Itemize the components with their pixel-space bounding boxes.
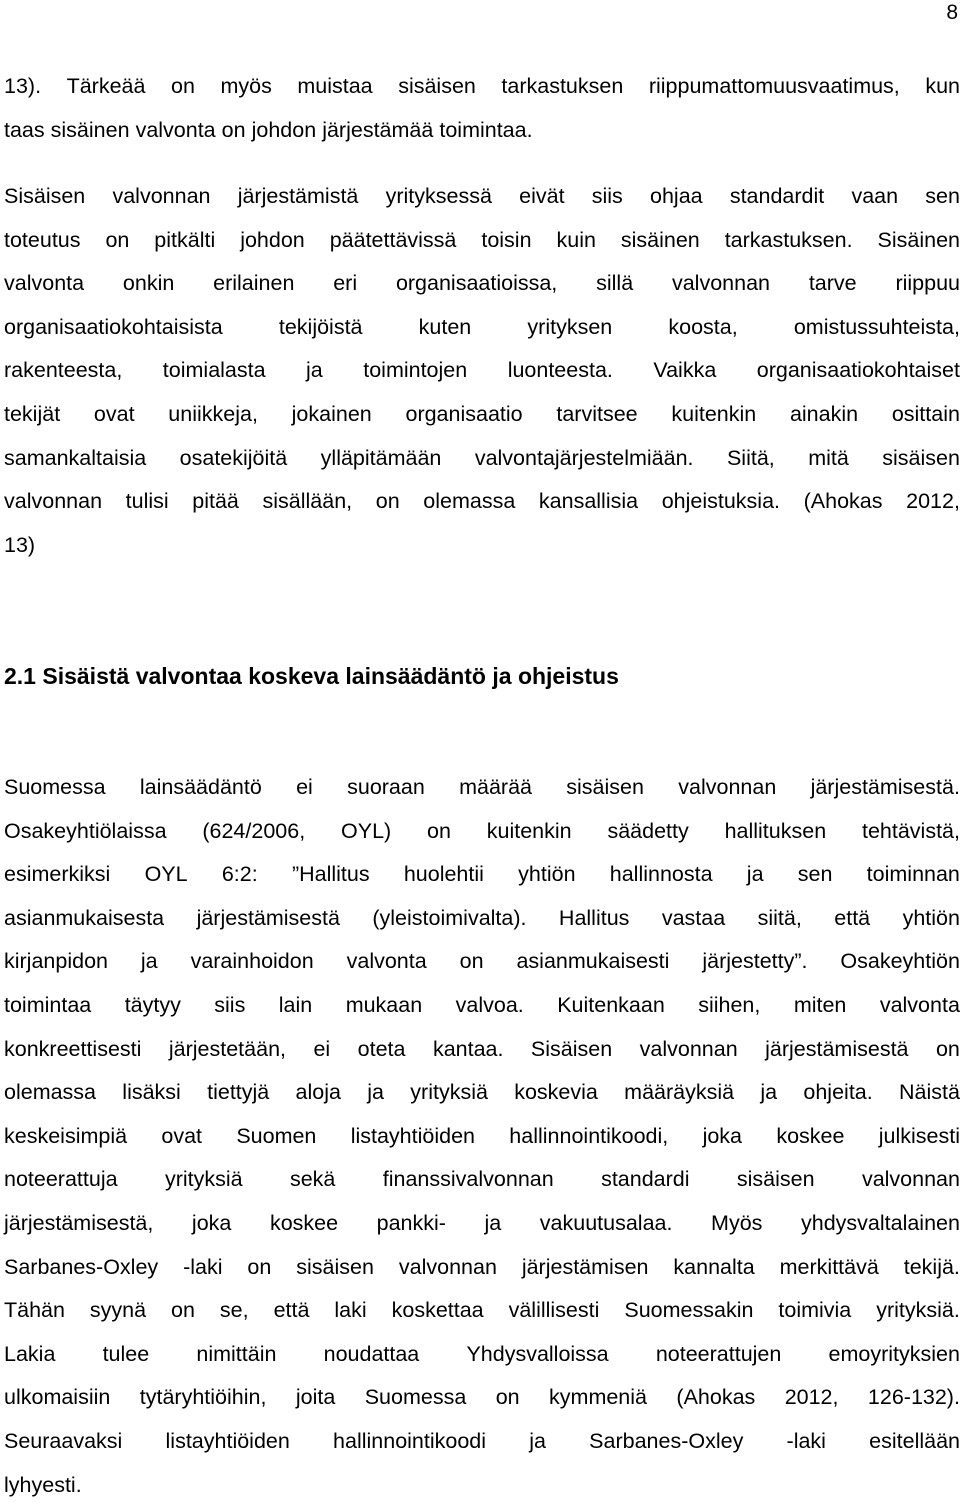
word: merkittävä [780, 1246, 879, 1290]
word: toimivia [778, 1289, 851, 1333]
word: valvonnan [862, 1158, 960, 1202]
word: Suomessa [4, 766, 106, 810]
word: olemassa [423, 480, 515, 524]
word: valvonta [347, 940, 427, 984]
word: Suomen [236, 1115, 316, 1159]
text-line [4, 1289, 960, 1333]
text-line [4, 1333, 960, 1377]
word: valvonnan [678, 766, 776, 810]
word: laki [334, 1289, 366, 1333]
word: ohjeita. [803, 1071, 872, 1115]
word: siihen, [698, 984, 760, 1028]
word: yrityksen [527, 306, 612, 350]
word: erilainen [213, 262, 294, 306]
word: tekijöistä [279, 306, 363, 350]
word: kantaa. [433, 1028, 504, 1072]
text-line [4, 1420, 960, 1464]
word: esimerkiksi [4, 853, 110, 897]
word: hallinnosta [610, 853, 713, 897]
word: ohjaa [650, 175, 703, 219]
text-line [4, 940, 960, 984]
word: riippuu [895, 262, 960, 306]
word: järjestämisestä [765, 1028, 908, 1072]
page-number: 8 [946, 0, 958, 26]
word: toimintaa [4, 984, 91, 1028]
word: sisäisen [398, 65, 476, 109]
word: (yleistoimivalta). [372, 897, 526, 941]
word: Tärkeää [67, 65, 146, 109]
word: asianmukaisesti [516, 940, 669, 984]
word: siitä, [758, 897, 802, 941]
text-line [4, 1071, 960, 1115]
word: 13) [4, 524, 35, 568]
word: pitää [192, 480, 239, 524]
word: olemassa [4, 1071, 96, 1115]
text-line [4, 65, 960, 109]
word: (Ahokas [676, 1376, 755, 1420]
word: ei [296, 766, 313, 810]
word: organisaatioissa, [396, 262, 557, 306]
word: yrityksiä. [876, 1289, 960, 1333]
word: Kuitenkaan [557, 984, 665, 1028]
word: kun [925, 65, 960, 109]
word: finanssivalvonnan [383, 1158, 554, 1202]
word: pankki- [377, 1202, 446, 1246]
word: valvontajärjestelmiään. [475, 437, 694, 481]
word: oteta [358, 1028, 406, 1072]
word: asianmukaisesta [4, 897, 164, 941]
word: määräyksiä [624, 1071, 734, 1115]
word: omistussuhteista, [794, 306, 960, 350]
word: miten [794, 984, 847, 1028]
word: listayhtiöiden [166, 1420, 290, 1464]
word: noteerattuja [4, 1158, 118, 1202]
word: riippumattomuusvaatimus, [649, 65, 900, 109]
word: Hallitus [559, 897, 630, 941]
word: lisäksi [122, 1071, 181, 1115]
word: julkisesti [879, 1115, 960, 1159]
word: osittain [892, 393, 960, 437]
word: 6:2: [222, 853, 258, 897]
word: että [274, 1289, 310, 1333]
word: tehtävistä, [862, 810, 960, 854]
word: lyhyesti. [4, 1464, 82, 1507]
word: ja [306, 349, 323, 393]
word: luonteesta. [508, 349, 613, 393]
word: standardit [730, 175, 824, 219]
word: kuitenkin [487, 810, 572, 854]
word: tulisi [126, 480, 169, 524]
word: lainsäädäntö [140, 766, 262, 810]
word: ja [747, 853, 764, 897]
word: ovat [161, 1115, 202, 1159]
text-line [4, 1115, 960, 1159]
word: on [376, 480, 400, 524]
word: ja [485, 1202, 502, 1246]
word: kuitenkin [671, 393, 756, 437]
text-line [4, 306, 960, 350]
word: järjestetty”. [702, 940, 807, 984]
section-heading: 2.1 Sisäistä valvontaa koskeva lainsäädäntö ja ohjeistus [4, 656, 619, 696]
word: sekä [290, 1158, 335, 1202]
word: Myös [711, 1202, 762, 1246]
word: kuten [419, 306, 472, 350]
word: lain [279, 984, 312, 1028]
word: on [222, 109, 246, 153]
text-line [4, 1464, 960, 1507]
text-line [4, 219, 960, 263]
word: 2012, [785, 1376, 839, 1420]
word: osatekijöitä [180, 437, 288, 481]
word: vaan [851, 175, 898, 219]
word: valvonnan [672, 262, 770, 306]
text-line [4, 1246, 960, 1290]
word: yhtiön [903, 897, 960, 941]
word: joka [703, 1115, 742, 1159]
text-line [4, 262, 960, 306]
word: emoyrityksien [829, 1333, 960, 1377]
word: keskeisimpiä [4, 1115, 127, 1159]
paragraph-legislation [4, 766, 960, 1507]
word: sisäinen [621, 219, 700, 263]
word: on [105, 219, 129, 263]
word: ja [367, 1071, 384, 1115]
word: uniikkeja, [168, 393, 258, 437]
word: tarkastuksen [501, 65, 623, 109]
word: yrityksessä [386, 175, 492, 219]
text-line [4, 109, 960, 153]
word: toiminnan [867, 853, 960, 897]
word: Sarbanes-Oxley [589, 1420, 743, 1464]
word: yhdysvaltalainen [801, 1202, 960, 1246]
word: on [496, 1376, 520, 1420]
word: sisäisen [296, 1246, 374, 1290]
word: aloja [296, 1071, 341, 1115]
word: täytyy [125, 984, 181, 1028]
word: listayhtiöiden [351, 1115, 475, 1159]
word: onkin [123, 262, 174, 306]
word: mitä [808, 437, 849, 481]
word: johdon [252, 109, 317, 153]
text-line [4, 984, 960, 1028]
word: Näistä [899, 1071, 960, 1115]
word: sisäisen [566, 766, 644, 810]
word: valvonnan [640, 1028, 738, 1072]
word: järjestämistä [238, 175, 359, 219]
word: organisaatiokohtaisista [4, 306, 223, 350]
word: Sisäisen [531, 1028, 612, 1072]
word: samankaltaisia [4, 437, 146, 481]
word: järjestämisestä [197, 897, 340, 941]
text-line [4, 524, 960, 568]
word: noudattaa [324, 1333, 420, 1377]
word: yrityksiä [410, 1071, 488, 1115]
word: suoraan [347, 766, 425, 810]
word: taas [4, 109, 45, 153]
paragraph-continuation [4, 65, 960, 152]
word: järjestetään, [169, 1028, 286, 1072]
text-line [4, 1376, 960, 1420]
word: toimintojen [363, 349, 467, 393]
text-line [4, 897, 960, 941]
word: 13). [4, 65, 41, 109]
text-line [4, 766, 960, 810]
word: nimittäin [196, 1333, 276, 1377]
word: OYL [145, 853, 188, 897]
word: valvonnan [112, 175, 210, 219]
word: Tähän [4, 1289, 65, 1333]
text-line [4, 1158, 960, 1202]
word: sen [798, 853, 833, 897]
word: esitellään [869, 1420, 960, 1464]
word: toisin [481, 219, 531, 263]
word: toimialasta [163, 349, 266, 393]
word: sen [925, 175, 960, 219]
word: ainakin [790, 393, 858, 437]
word: hallinnointikoodi [333, 1420, 486, 1464]
word: ulkomaisiin [4, 1376, 110, 1420]
text-line [4, 1202, 960, 1246]
word: toteutus [4, 219, 81, 263]
word: ylläpitämään [321, 437, 442, 481]
word: sisällään, [263, 480, 353, 524]
word: on [936, 1028, 960, 1072]
word: kansallisia [539, 480, 638, 524]
word: päätettävissä [330, 219, 457, 263]
word: tarve [809, 262, 857, 306]
word: 2012, [906, 480, 960, 524]
word: on [247, 1246, 271, 1290]
word: siis [592, 175, 623, 219]
word: kannalta [673, 1246, 754, 1290]
text-line [4, 810, 960, 854]
word: on [171, 1289, 195, 1333]
word: Yhdysvalloissa [466, 1333, 608, 1377]
word: koskettaa [392, 1289, 484, 1333]
word: koskee [270, 1202, 338, 1246]
word: eri [333, 262, 357, 306]
word: jokainen [292, 393, 372, 437]
word: johdon [240, 219, 305, 263]
word: on [171, 65, 195, 109]
word: välillisesti [509, 1289, 600, 1333]
word: joka [192, 1202, 231, 1246]
word: noteerattujen [656, 1333, 782, 1377]
word: (Ahokas [804, 480, 883, 524]
word: sillä [596, 262, 633, 306]
word: valvonta [880, 984, 960, 1028]
word: Siitä, [727, 437, 775, 481]
text-line [4, 1028, 960, 1072]
word: järjestämisen [522, 1246, 649, 1290]
word: tulee [103, 1333, 150, 1377]
word: yrityksiä [165, 1158, 243, 1202]
word: tekijä. [904, 1246, 960, 1290]
word: Sisäinen [878, 219, 960, 263]
word: säädetty [607, 810, 688, 854]
word: toimintaa. [439, 109, 532, 153]
text-line [4, 175, 960, 219]
word: ei [313, 1028, 330, 1072]
word: ohjeistuksia. [662, 480, 780, 524]
word: sisäinen [51, 109, 130, 153]
word: (624/2006, [202, 810, 305, 854]
word: mukaan [346, 984, 423, 1028]
word: tiettyjä [207, 1071, 269, 1115]
word: muistaa [297, 65, 372, 109]
word: kymmeniä [549, 1376, 647, 1420]
word: joita [296, 1376, 335, 1420]
word: on [460, 940, 484, 984]
word: koskee [776, 1115, 844, 1159]
word: ja [760, 1071, 777, 1115]
word: Suomessakin [624, 1289, 753, 1333]
word: organisaatio [405, 393, 522, 437]
word: vastaa [662, 897, 725, 941]
word: valvonnan [399, 1246, 497, 1290]
word: kuin [556, 219, 595, 263]
word: -laki [787, 1420, 826, 1464]
word: eivät [519, 175, 564, 219]
word: 126-132). [868, 1376, 960, 1420]
word: kirjanpidon [4, 940, 108, 984]
word: Lakia [4, 1333, 55, 1377]
word: Sarbanes-Oxley [4, 1246, 158, 1290]
word: konkreettisesti [4, 1028, 141, 1072]
word: sisäisen [737, 1158, 815, 1202]
word: huolehtii [404, 853, 484, 897]
word: järjestämisestä, [4, 1202, 153, 1246]
word: vakuutusalaa. [540, 1202, 673, 1246]
word: ja [141, 940, 158, 984]
word: määrää [459, 766, 532, 810]
word: OYL) [341, 810, 391, 854]
word: varainhoidon [191, 940, 314, 984]
word: sisäisen [882, 437, 960, 481]
word: tekijät [4, 393, 60, 437]
word: koosta, [668, 306, 737, 350]
word: Sisäisen [4, 175, 85, 219]
word: tarkastuksen. [725, 219, 853, 263]
word: standardi [601, 1158, 689, 1202]
word: valvonta [136, 109, 216, 153]
word: on [427, 810, 451, 854]
word: se, [220, 1289, 249, 1333]
word: Vaikka [653, 349, 716, 393]
word: ovat [94, 393, 135, 437]
word: Osakeyhtiölaissa [4, 810, 167, 854]
word: rakenteesta, [4, 349, 122, 393]
word: ”Hallitus [292, 853, 370, 897]
word: Seuraavaksi [4, 1420, 122, 1464]
word: järjestämää [322, 109, 433, 153]
word: tytäryhtiöihin, [140, 1376, 267, 1420]
word: valvonta [4, 262, 84, 306]
word: Osakeyhtiön [840, 940, 960, 984]
word: syynä [90, 1289, 146, 1333]
text-line [4, 393, 960, 437]
word: ja [529, 1420, 546, 1464]
word: hallinnointikoodi, [509, 1115, 668, 1159]
text-line [4, 480, 960, 524]
word: järjestämisestä. [811, 766, 960, 810]
word: -laki [183, 1246, 222, 1290]
text-line [4, 853, 960, 897]
word: pitkälti [154, 219, 215, 263]
word: että [834, 897, 870, 941]
text-line [4, 437, 960, 481]
word: koskevia [514, 1071, 598, 1115]
word: siis [214, 984, 245, 1028]
word: valvoa. [456, 984, 524, 1028]
word: tarvitsee [556, 393, 637, 437]
word: hallituksen [725, 810, 827, 854]
word: myös [220, 65, 271, 109]
word: yhtiön [518, 853, 575, 897]
word: valvonnan [4, 480, 102, 524]
text-line [4, 349, 960, 393]
word: organisaatiokohtaiset [757, 349, 960, 393]
word: Suomessa [365, 1376, 467, 1420]
paragraph-internal-control [4, 175, 960, 567]
